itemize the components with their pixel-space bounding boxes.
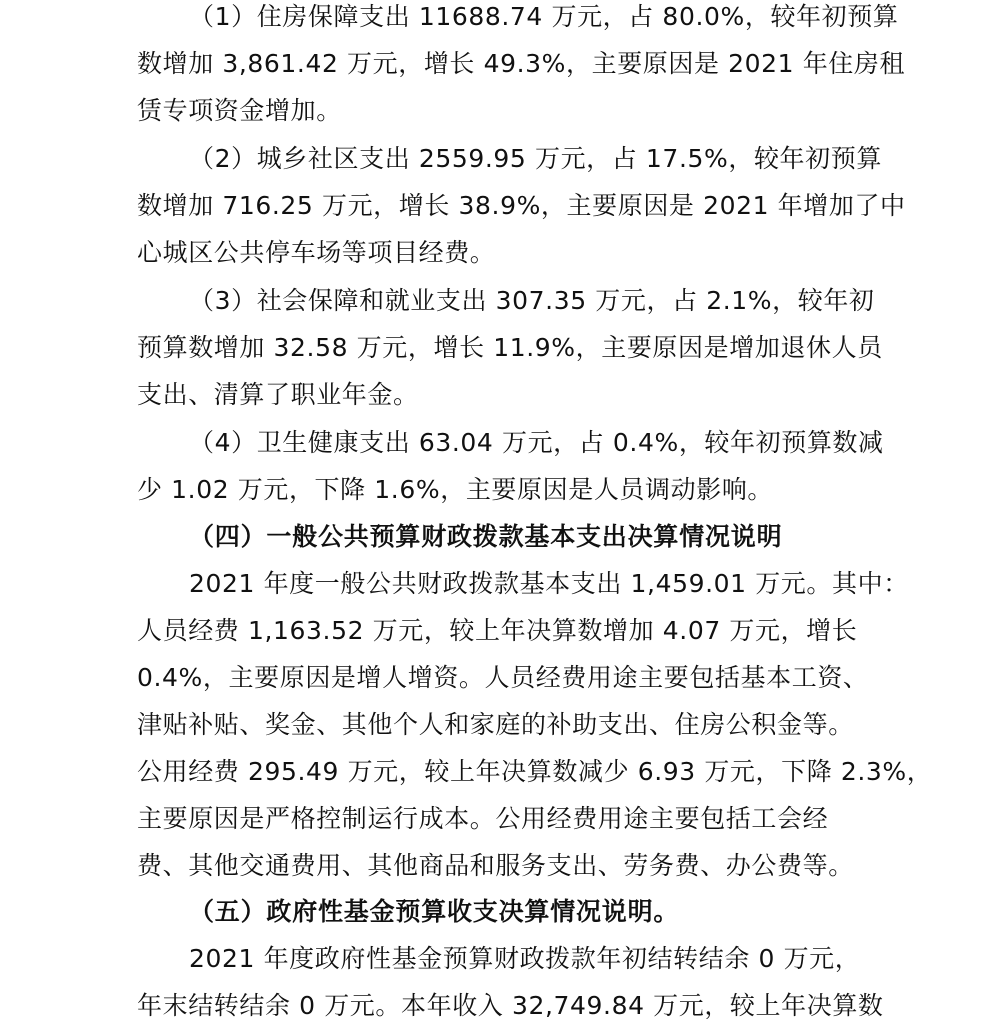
text-line: （2）城乡社区支出 2559.95 万元，占 17.5%，较年初预算	[189, 144, 882, 173]
text-line: 0.4%，主要原因是增人增资。人员经费用途主要包括基本工资、	[137, 663, 869, 692]
text-line: 2021 年度一般公共财政拨款基本支出 1,459.01 万元。其中：	[189, 569, 909, 598]
text-line: 心城区公共停车场等项目经费。	[137, 238, 496, 267]
text-line: 少 1.02 万元，下降 1.6%，主要原因是人员调动影响。	[137, 475, 774, 504]
text-line: 主要原因是严格控制运行成本。公用经费用途主要包括工会经	[137, 804, 829, 833]
text-line: 数增加 3,861.42 万元，增长 49.3%，主要原因是 2021 年住房租	[137, 49, 906, 78]
text-line: 赁专项资金增加。	[137, 96, 342, 125]
section-heading: （五）政府性基金预算收支决算情况说明。	[189, 897, 680, 926]
text-line: 2021 年度政府性基金预算财政拨款年初结转结余 0 万元，	[189, 944, 861, 973]
text-line: 年末结转结余 0 万元。本年收入 32,749.84 万元，较上年决算数	[137, 991, 884, 1020]
text-line: 费、其他交通费用、其他商品和服务支出、劳务费、办公费等。	[137, 851, 854, 880]
text-line: 人员经费 1,163.52 万元，较上年决算数增加 4.07 万元，增长	[137, 616, 858, 645]
text-line: 支出、清算了职业年金。	[137, 380, 419, 409]
text-line: 津贴补贴、奖金、其他个人和家庭的补助支出、住房公积金等。	[137, 710, 854, 739]
text-line: 公用经费 295.49 万元，较上年决算数减少 6.93 万元，下降 2.3%，	[137, 757, 933, 786]
text-line: 预算数增加 32.58 万元，增长 11.9%，主要原因是增加退休人员	[137, 333, 883, 362]
text-line: （3）社会保障和就业支出 307.35 万元，占 2.1%，较年初	[189, 286, 875, 315]
text-line: （1）住房保障支出 11688.74 万元，占 80.0%，较年初预算	[189, 2, 899, 31]
section-heading: （四）一般公共预算财政拨款基本支出决算情况说明	[189, 522, 783, 551]
text-line: （4）卫生健康支出 63.04 万元，占 0.4%，较年初预算数减	[189, 428, 884, 457]
text-line: 数增加 716.25 万元，增长 38.9%，主要原因是 2021 年增加了中	[137, 191, 906, 220]
